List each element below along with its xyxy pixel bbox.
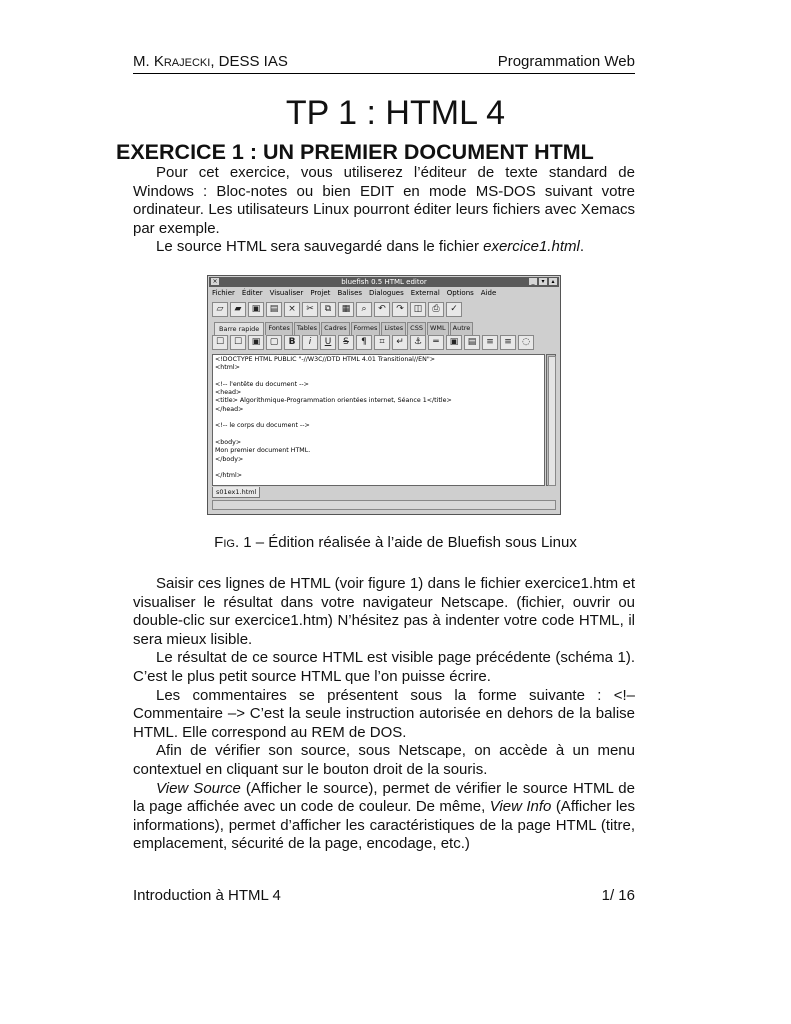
- save-as-icon: ▤: [266, 302, 282, 317]
- cut-icon: ✂: [302, 302, 318, 317]
- tab-wml: WML: [427, 322, 449, 335]
- restore-box-icon: ▾: [539, 278, 547, 285]
- quick-toolbar: [212, 335, 534, 350]
- menu-item-editer: Éditer: [241, 289, 263, 297]
- close-box-icon: ×: [212, 278, 218, 285]
- header-rule: [133, 73, 635, 74]
- nbsp-icon: ⌗: [374, 335, 390, 350]
- paste-icon: ▦: [338, 302, 354, 317]
- new-doc-icon: ▢: [266, 335, 282, 350]
- align-right-icon: ≡: [500, 335, 516, 350]
- menu-item-options: Options: [446, 289, 474, 297]
- tab-tables: Tables: [294, 322, 320, 335]
- image2-icon: ▣: [446, 335, 462, 350]
- intro-text: [133, 164, 635, 257]
- header-author: M. Krajecki, DESS IAS: [133, 53, 288, 70]
- image-icon: ▣: [248, 335, 264, 350]
- underline-icon: U: [320, 335, 336, 350]
- comment-icon: ◌: [518, 335, 534, 350]
- file-tab: s01ex1.html: [212, 487, 260, 498]
- window-titlebar: [209, 277, 559, 287]
- print-icon: ⎙: [428, 302, 444, 317]
- body-paragraph-1: Saisir ces lignes de HTML (voir figure 1) dans le fichier exercice1.htm et visualiser le résultat dans votre navigateur Netscape. (fichier, ouvrir ou double-clic sur exercice1.htm) N’hésitez pas à indenter votre code HTML, il sera mieux lisible.: [133, 575, 635, 648]
- tab-cadres: Cadres: [321, 322, 350, 335]
- menu-item-projet: Projet: [310, 289, 331, 297]
- find-icon: ⌕: [356, 302, 372, 317]
- strike-icon: S: [338, 335, 354, 350]
- intro-paragraph-2: Le source HTML sera sauvegardé dans le fichier exercice1.html.: [156, 238, 584, 256]
- tab-css: CSS: [407, 322, 426, 335]
- status-bar: [212, 500, 556, 510]
- menu-item-fichier: Fichier: [212, 289, 235, 297]
- body-paragraph-3: Les commentaires se présentent sous la forme suivante : <!– Commentaire –> C’est la seule instruction autorisée en dehors de la balise HTML. Elle correspond au REM de DOS.: [133, 686, 635, 741]
- menu-item-external: External: [410, 289, 440, 297]
- quickstart-icon: ☐: [212, 335, 228, 350]
- undo-icon: ↶: [374, 302, 390, 317]
- menu-item-visualiser: Visualiser: [269, 289, 304, 297]
- footer-title: Introduction à HTML 4: [133, 887, 281, 904]
- tab-formes: Formes: [351, 322, 381, 335]
- tab-barre-rapide: Barre rapide: [214, 322, 264, 335]
- scrollbar-thumb: [548, 356, 556, 486]
- code-editor: <!DOCTYPE HTML PUBLIC "-//W3C//DTD HTML 4.01 Transitional//EN"> <html> <!-- l'entête du document --> <head> <title> Algorithmique-Programmation orientées internet, Séance 1</title> </head> <!-- le corps du document --> <body> Mon premier document HTML. </body> </html>: [212, 354, 545, 486]
- anchor-icon: ⚓: [410, 335, 426, 350]
- figure-caption: Fig. 1 – Édition réalisée à l’aide de Bluefish sous Linux: [214, 534, 577, 551]
- close-icon: ×: [284, 302, 300, 317]
- section-heading: EXERCICE 1 : UN PREMIER DOCUMENT HTML: [116, 140, 594, 164]
- tab-autre: Autre: [450, 322, 474, 335]
- tab-listes: Listes: [381, 322, 406, 335]
- body-icon: ☐: [230, 335, 246, 350]
- menu-item-aide: Aide: [480, 289, 497, 297]
- paragraph-icon: ¶: [356, 335, 372, 350]
- page-number: 1/ 16: [601, 887, 635, 904]
- copy-icon: ⧉: [320, 302, 336, 317]
- main-toolbar: [212, 302, 462, 317]
- redo-icon: ↷: [392, 302, 408, 317]
- tab-fontes: Fontes: [265, 322, 293, 335]
- hr-icon: ═: [428, 335, 444, 350]
- bold-icon: B: [284, 335, 300, 350]
- br-icon: ↵: [392, 335, 408, 350]
- bluefish-screenshot: [207, 275, 561, 515]
- page-title: TP 1 : HTML 4: [285, 94, 506, 132]
- minimize-box-icon: _: [529, 278, 537, 285]
- window-title: bluefish 0.5 HTML editor: [341, 278, 427, 286]
- save-icon: ▣: [248, 302, 264, 317]
- menu-item-balises: Balises: [337, 289, 363, 297]
- align-left-icon: ≡: [482, 335, 498, 350]
- table-icon: ▤: [464, 335, 480, 350]
- body-paragraph-5: View Source (Afficher le source), permet de vérifier le source HTML de la page affichée avec un code de couleur. De même, View Info (Afficher les informations), permet d’afficher les caractéristiques de la page HTML (titre, emplacement, sécurité de la page, encodage, etc.): [133, 779, 635, 853]
- toolbar-tabs: [214, 322, 474, 335]
- maximize-box-icon: ▴: [549, 278, 557, 285]
- spell-icon: ✓: [446, 302, 462, 317]
- body-text: [133, 575, 635, 854]
- open-icon: ▰: [230, 302, 246, 317]
- intro-paragraph-1: Pour cet exercice, vous utiliserez l’éditeur de texte standard de Windows : Bloc-notes ou bien EDIT en mode MS-DOS suivant votre ordinateur. Les utilisateurs Linux pourront éditer leurs fichiers avec Xemacs par exemple.: [133, 164, 635, 237]
- editor-scrollbar: [546, 354, 556, 486]
- body-paragraph-2: Le résultat de ce source HTML est visible page précédente (schéma 1). C’est le plus petit source HTML que l’on puisse écrire.: [133, 649, 635, 685]
- header-course-title: Programmation Web: [497, 53, 635, 70]
- menu-item-dialogues: Dialogues: [369, 289, 404, 297]
- new-icon: ▱: [212, 302, 228, 317]
- italic-icon: i: [302, 335, 318, 350]
- menu-bar: [212, 289, 503, 297]
- body-paragraph-4: Afin de vérifier son source, sous Netscape, on accède à un menu contextuel en cliquant sur le bouton droit de la souris.: [133, 742, 635, 778]
- preview-icon: ◫: [410, 302, 426, 317]
